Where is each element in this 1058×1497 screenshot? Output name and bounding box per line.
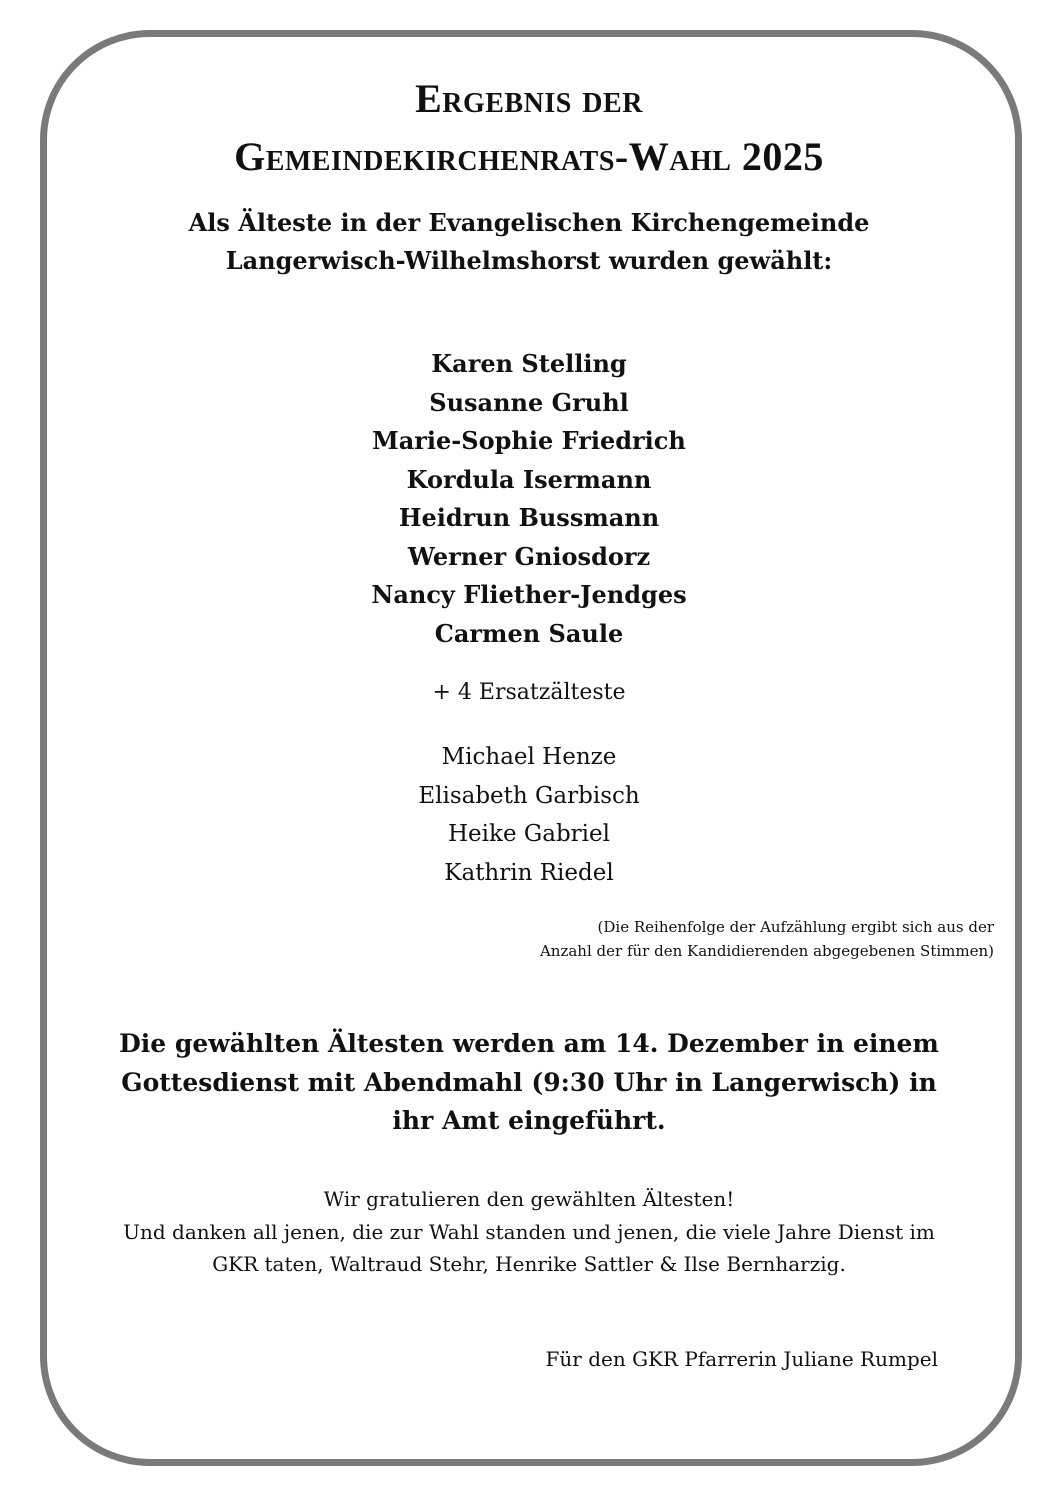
substitutes-list xyxy=(0,738,1058,892)
thanks-line-1: Wir gratulieren den gewählten Ältesten! xyxy=(323,1187,735,1211)
thanks-text xyxy=(0,1183,1058,1281)
elder-name: Marie-Sophie Friedrich xyxy=(372,426,686,455)
note-line-2: Anzahl der für den Kandidierenden abgegebenen Stimmen) xyxy=(539,942,994,960)
signature: Für den GKR Pfarrerin Juliane Rumpel xyxy=(545,1347,938,1371)
order-note xyxy=(540,915,994,963)
thanks-line-2: Und danken all jenen, die zur Wahl standen und jenen, die viele Jahre Dienst im xyxy=(123,1219,935,1244)
elder-name: Heidrun Bussmann xyxy=(398,503,660,532)
title-line-1: Ergebnis der xyxy=(415,76,643,121)
elder-name: Carmen Saule xyxy=(434,618,624,648)
intro-line-2: Langerwisch-Wilhelmshorst wurden gewählt: xyxy=(225,246,833,275)
elder-name: Nancy Fliether-Jendges xyxy=(371,580,687,609)
intro-line-1: Als Älteste in der Evangelischen Kirchengemeinde xyxy=(188,208,870,237)
page-title xyxy=(0,70,1058,186)
elders-list xyxy=(0,345,1058,653)
elder-name: Karen Stelling xyxy=(431,349,627,378)
substitute-name: Heike Gabriel xyxy=(447,821,610,847)
substitute-name: Elisabeth Garbisch xyxy=(418,782,640,809)
installation-line-2: Gottesdienst mit Abendmahl (9:30 Uhr in Langerwisch) in xyxy=(121,1067,937,1097)
installation-line-1: Die gewählten Ältesten werden am 14. Dezember in einem xyxy=(119,1029,939,1058)
elder-name: Kordula Isermann xyxy=(406,464,652,494)
installation-line-3: ihr Amt eingeführt. xyxy=(392,1106,666,1135)
elder-name: Susanne Gruhl xyxy=(429,387,629,417)
substitute-name: Kathrin Riedel xyxy=(444,859,614,886)
title-line-2: Gemeindekirchenrats-Wahl 2025 xyxy=(234,134,824,179)
substitutes-heading: + 4 Ersatzälteste xyxy=(432,680,626,705)
installation-notice xyxy=(0,1025,1058,1141)
substitute-name: Michael Henze xyxy=(441,744,617,770)
note-line-1: (Die Reihenfolge der Aufzählung ergibt sich aus der xyxy=(597,918,994,936)
thanks-line-3: GKR taten, Waltraud Stehr, Henrike Sattler & Ilse Bernharzig. xyxy=(212,1252,846,1276)
intro-text xyxy=(0,204,1058,280)
elder-name: Werner Gniosdorz xyxy=(407,541,651,571)
